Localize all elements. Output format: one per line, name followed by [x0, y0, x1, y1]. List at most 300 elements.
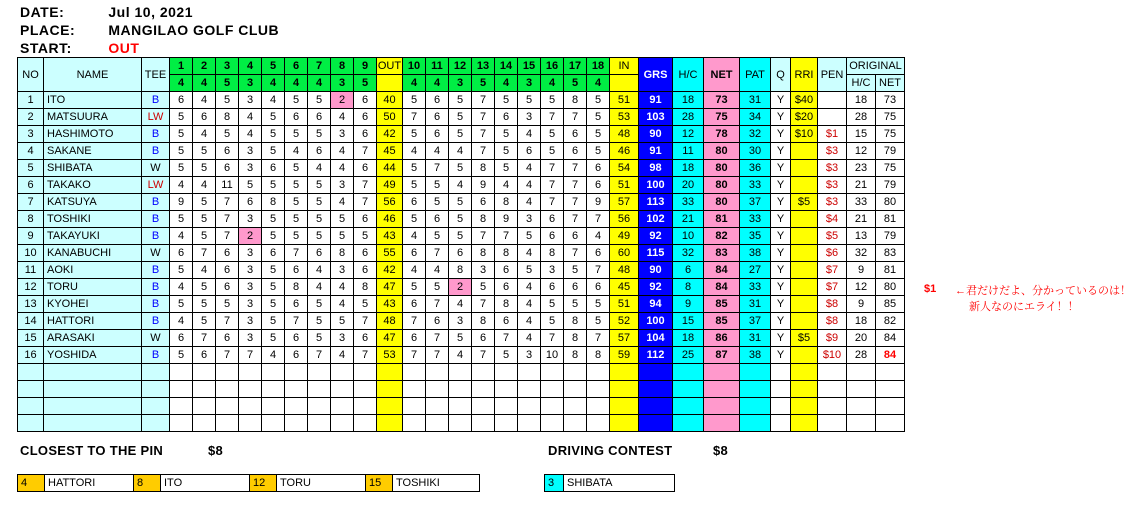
original-hc: 21 [847, 211, 876, 228]
hole-score: 5 [426, 228, 449, 245]
out-total: 40 [377, 92, 403, 109]
original-hc: 32 [847, 245, 876, 262]
hole-score: 5 [541, 92, 564, 109]
penalty: $5 [818, 228, 847, 245]
hole-score: 5 [285, 211, 308, 228]
rri-prize [791, 228, 818, 245]
place-row [20, 22, 279, 38]
qualified: Y [771, 143, 791, 160]
hole-score: 6 [495, 262, 518, 279]
player-no: 7 [18, 194, 44, 211]
par-cell: 4 [170, 75, 193, 92]
col-tee: TEE [142, 58, 170, 92]
out-total: 45 [377, 143, 403, 160]
qualified: Y [771, 194, 791, 211]
hole-score: 7 [587, 262, 610, 279]
hole-score: 6 [403, 296, 426, 313]
hole-score: 5 [403, 92, 426, 109]
table-row [18, 279, 905, 296]
hole-score: 5 [216, 126, 239, 143]
out-total: 46 [377, 211, 403, 228]
hole-score: 7 [564, 109, 587, 126]
hole-score: 10 [541, 347, 564, 364]
out-total: 49 [377, 177, 403, 194]
empty-cell [331, 398, 354, 415]
par-cell: 4 [541, 75, 564, 92]
putts: 33 [740, 211, 771, 228]
table-row [18, 245, 905, 262]
hole-score: 5 [308, 92, 331, 109]
hole-score: 6 [564, 143, 587, 160]
hole-score: 11 [216, 177, 239, 194]
hole-score: 7 [472, 126, 495, 143]
hole-score: 7 [285, 245, 308, 262]
hole-score: 6 [170, 330, 193, 347]
penalty: $1 [818, 126, 847, 143]
hole-score: 5 [239, 177, 262, 194]
net-score: 82 [704, 228, 740, 245]
hole-score: 6 [285, 330, 308, 347]
hole-score: 4 [403, 143, 426, 160]
player-tee: LW [142, 177, 170, 194]
player-name: HATTORI [44, 313, 142, 330]
gross-score: 91 [639, 143, 673, 160]
hole-score: 5 [518, 228, 541, 245]
out-total: 42 [377, 262, 403, 279]
empty-cell [495, 364, 518, 381]
par-cell: 4 [308, 75, 331, 92]
empty-cell [740, 381, 771, 398]
putts: 31 [740, 92, 771, 109]
putts: 27 [740, 262, 771, 279]
in-total: 49 [610, 228, 639, 245]
empty-cell [403, 415, 426, 432]
original-hc: 28 [847, 347, 876, 364]
hole-score: 5 [518, 262, 541, 279]
empty-cell [610, 364, 639, 381]
hole-score: 5 [449, 211, 472, 228]
original-net: 84 [876, 347, 905, 364]
hole-score: 3 [239, 160, 262, 177]
empty-cell [142, 415, 170, 432]
gross-score: 100 [639, 313, 673, 330]
original-net: 79 [876, 228, 905, 245]
empty-cell [44, 364, 142, 381]
hole-score: 7 [472, 228, 495, 245]
hole-score: 7 [541, 330, 564, 347]
hole-score: 5 [587, 109, 610, 126]
hole-score: 6 [354, 109, 377, 126]
hole-score: 6 [216, 279, 239, 296]
table-row [18, 228, 905, 245]
player-tee: B [142, 143, 170, 160]
empty-cell [142, 381, 170, 398]
hole-score: 5 [495, 347, 518, 364]
hole-score: 5 [472, 279, 495, 296]
hole-score: 3 [239, 279, 262, 296]
original-hc: 9 [847, 296, 876, 313]
hole-score: 5 [495, 143, 518, 160]
hole-score: 7 [472, 109, 495, 126]
hole-score: 3 [239, 143, 262, 160]
pin-hole: 8 [134, 475, 161, 492]
empty-cell [331, 364, 354, 381]
empty-cell [472, 415, 495, 432]
par-cell: 4 [193, 75, 216, 92]
gross-score: 103 [639, 109, 673, 126]
hole-score: 7 [285, 313, 308, 330]
net-score: 86 [704, 330, 740, 347]
hole-score: 4 [426, 262, 449, 279]
hole-score: 4 [308, 262, 331, 279]
table-row [18, 143, 905, 160]
hole-score: 5 [193, 194, 216, 211]
out-total: 56 [377, 194, 403, 211]
empty-cell [239, 415, 262, 432]
closest-to-pin-table [17, 474, 480, 492]
player-name: MATSUURA [44, 109, 142, 126]
col-hole: 5 [262, 58, 285, 75]
hole-score: 6 [193, 109, 216, 126]
empty-cell [541, 381, 564, 398]
empty-row [18, 398, 905, 415]
hole-score: 6 [216, 245, 239, 262]
handicap: 12 [673, 126, 704, 143]
gross-score: 90 [639, 262, 673, 279]
hole-score: 8 [495, 296, 518, 313]
player-name: AOKI [44, 262, 142, 279]
putts: 34 [740, 109, 771, 126]
date-label: DATE: [20, 4, 65, 20]
hole-score: 5 [308, 313, 331, 330]
hole-score: 4 [170, 177, 193, 194]
hole-score: 6 [170, 92, 193, 109]
hole-score: 6 [285, 347, 308, 364]
header-row [18, 58, 905, 75]
player-no: 11 [18, 262, 44, 279]
qualified: Y [771, 245, 791, 262]
hole-score: 8 [354, 279, 377, 296]
rri-prize [791, 160, 818, 177]
table-row [18, 347, 905, 364]
hole-score: 4 [170, 228, 193, 245]
empty-cell [142, 398, 170, 415]
empty-cell [673, 364, 704, 381]
hole-score: 5 [308, 330, 331, 347]
empty-cell [331, 415, 354, 432]
col-orig-net: NET [876, 75, 905, 92]
hole-score: 3 [331, 262, 354, 279]
hole-score: 5 [587, 92, 610, 109]
hole-score: 3 [518, 109, 541, 126]
hole-score: 6 [426, 313, 449, 330]
in-total: 52 [610, 313, 639, 330]
hole-score: 4 [331, 279, 354, 296]
comment-line-1: ←君だけだよ、分かっているのは！ [955, 285, 1131, 297]
player-no: 8 [18, 211, 44, 228]
scorecard-body [18, 58, 905, 432]
out-total: 55 [377, 245, 403, 262]
player-name: SAKANE [44, 143, 142, 160]
net-score: 78 [704, 126, 740, 143]
hole-score: 7 [426, 160, 449, 177]
original-hc: 9 [847, 262, 876, 279]
hole-score: 5 [285, 92, 308, 109]
in-total: 57 [610, 330, 639, 347]
hole-score: 7 [216, 228, 239, 245]
hole-score: 4 [449, 296, 472, 313]
hole-score: 4 [331, 160, 354, 177]
hole-score: 7 [403, 347, 426, 364]
place-value: MANGILAO GOLF CLUB [108, 22, 280, 38]
empty-cell [170, 381, 193, 398]
driving-contest-table [544, 474, 675, 492]
empty-cell [193, 398, 216, 415]
out-total: 44 [377, 160, 403, 177]
putts: 36 [740, 160, 771, 177]
hole-score: 5 [331, 313, 354, 330]
hole-score: 6 [193, 347, 216, 364]
empty-cell [704, 398, 740, 415]
hole-score: 5 [193, 211, 216, 228]
hole-score: 5 [426, 177, 449, 194]
hole-score: 7 [564, 160, 587, 177]
empty-cell [495, 381, 518, 398]
empty-cell [285, 381, 308, 398]
rri-prize: $10 [791, 126, 818, 143]
rri-prize [791, 313, 818, 330]
empty-cell [541, 398, 564, 415]
penalty: $3 [818, 194, 847, 211]
empty-cell [610, 415, 639, 432]
rri-prize [791, 347, 818, 364]
hole-score: 5 [495, 126, 518, 143]
empty-cell [472, 381, 495, 398]
net-score: 80 [704, 194, 740, 211]
out-total: 48 [377, 313, 403, 330]
handicap: 20 [673, 177, 704, 194]
empty-cell [170, 364, 193, 381]
col-hole: 17 [564, 58, 587, 75]
comment-line-2: 新人なのにエライ！！ [969, 301, 1079, 313]
gross-score: 115 [639, 245, 673, 262]
empty-cell [216, 398, 239, 415]
putts: 32 [740, 126, 771, 143]
empty-cell [818, 364, 847, 381]
hole-score: 6 [518, 143, 541, 160]
empty-cell [771, 364, 791, 381]
empty-cell [426, 398, 449, 415]
col-net: NET [704, 58, 740, 92]
hole-score: 8 [472, 211, 495, 228]
hole-score: 8 [564, 313, 587, 330]
hole-score: 6 [216, 143, 239, 160]
col-in: IN [610, 58, 639, 75]
hole-score: 7 [354, 143, 377, 160]
hole-score: 5 [449, 126, 472, 143]
hole-score: 5 [587, 296, 610, 313]
hole-score: 7 [564, 177, 587, 194]
closest-to-pin-row [18, 475, 480, 492]
in-total: 45 [610, 279, 639, 296]
hole-score: 4 [518, 330, 541, 347]
player-no: 3 [18, 126, 44, 143]
empty-cell [403, 398, 426, 415]
hole-score: 7 [354, 194, 377, 211]
empty-cell [818, 415, 847, 432]
hole-score: 5 [308, 211, 331, 228]
empty-cell [587, 364, 610, 381]
par-cell: 4 [285, 75, 308, 92]
hole-score: 3 [449, 313, 472, 330]
closest-to-pin-title [20, 443, 223, 458]
in-total: 51 [610, 296, 639, 313]
empty-cell [44, 398, 142, 415]
hole-score: 5 [262, 211, 285, 228]
putts: 37 [740, 313, 771, 330]
empty-cell [426, 364, 449, 381]
qualified: Y [771, 296, 791, 313]
hole-score: 6 [426, 211, 449, 228]
empty-cell [495, 398, 518, 415]
hole-score: 7 [216, 194, 239, 211]
hole-score: 6 [285, 109, 308, 126]
hole-score: 5 [495, 160, 518, 177]
hole-score: 4 [331, 143, 354, 160]
qualified: Y [771, 177, 791, 194]
hole-score: 5 [285, 126, 308, 143]
empty-cell [18, 415, 44, 432]
penalty [818, 109, 847, 126]
pin-winner: TOSHIKI [393, 475, 480, 492]
hole-score: 6 [354, 160, 377, 177]
empty-cell [610, 398, 639, 415]
table-row [18, 296, 905, 313]
hole-score: 4 [308, 279, 331, 296]
empty-cell [876, 398, 905, 415]
col-hole: 14 [495, 58, 518, 75]
hole-score: 7 [564, 194, 587, 211]
net-score: 73 [704, 92, 740, 109]
empty-cell [354, 398, 377, 415]
putts: 30 [740, 143, 771, 160]
hole-score: 5 [308, 177, 331, 194]
player-name: TOSHIKI [44, 211, 142, 228]
hole-score: 5 [403, 211, 426, 228]
hole-score: 4 [426, 143, 449, 160]
empty-cell [518, 415, 541, 432]
hole-score: 5 [308, 228, 331, 245]
out-total: 50 [377, 109, 403, 126]
col-hole: 15 [518, 58, 541, 75]
player-name: YOSHIDA [44, 347, 142, 364]
hole-score: 7 [403, 109, 426, 126]
in-total: 51 [610, 92, 639, 109]
empty-cell [818, 381, 847, 398]
hole-score: 8 [449, 262, 472, 279]
hole-score: 6 [426, 109, 449, 126]
col-hole: 4 [239, 58, 262, 75]
hole-score: 5 [403, 126, 426, 143]
empty-cell [791, 381, 818, 398]
hole-score: 8 [331, 245, 354, 262]
hole-score: 3 [472, 262, 495, 279]
table-row [18, 92, 905, 109]
hole-score: 8 [495, 194, 518, 211]
original-hc: 33 [847, 194, 876, 211]
empty-cell [791, 364, 818, 381]
hole-score: 6 [495, 279, 518, 296]
player-no: 16 [18, 347, 44, 364]
hole-score: 7 [354, 313, 377, 330]
player-tee: B [142, 313, 170, 330]
hole-score: 7 [354, 347, 377, 364]
pin-winner: TORU [277, 475, 366, 492]
gross-score: 91 [639, 92, 673, 109]
hole-score: 6 [403, 245, 426, 262]
original-hc: 28 [847, 109, 876, 126]
empty-cell [847, 415, 876, 432]
hole-score: 4 [587, 228, 610, 245]
pin-winner: ITO [161, 475, 250, 492]
handicap: 25 [673, 347, 704, 364]
empty-cell [541, 415, 564, 432]
empty-row [18, 364, 905, 381]
player-name: HASHIMOTO [44, 126, 142, 143]
player-name: KANABUCHI [44, 245, 142, 262]
player-name: TAKAKO [44, 177, 142, 194]
table-row [18, 330, 905, 347]
par-in-total [610, 75, 639, 92]
bonus-amount: $1 [924, 283, 937, 295]
par-cell: 4 [587, 75, 610, 92]
player-no: 9 [18, 228, 44, 245]
qualified: Y [771, 279, 791, 296]
hole-score: 7 [587, 211, 610, 228]
hole-score: 8 [587, 347, 610, 364]
empty-cell [704, 415, 740, 432]
player-tee: B [142, 228, 170, 245]
in-total: 56 [610, 211, 639, 228]
empty-cell [354, 415, 377, 432]
hole-score: 7 [426, 330, 449, 347]
hole-score: 5 [285, 160, 308, 177]
empty-cell [239, 398, 262, 415]
empty-cell [285, 398, 308, 415]
hole-score: 6 [449, 245, 472, 262]
original-net: 80 [876, 194, 905, 211]
hole-score: 5 [170, 109, 193, 126]
hole-score: 4 [331, 109, 354, 126]
hole-score: 4 [308, 160, 331, 177]
empty-cell [331, 381, 354, 398]
hole-score: 6 [587, 279, 610, 296]
hole-score: 5 [262, 143, 285, 160]
penalty: $7 [818, 262, 847, 279]
hole-score: 7 [216, 313, 239, 330]
handicap: 10 [673, 228, 704, 245]
penalty: $3 [818, 177, 847, 194]
empty-cell [18, 364, 44, 381]
hole-score: 3 [331, 177, 354, 194]
hole-score: 4 [449, 347, 472, 364]
net-score: 83 [704, 245, 740, 262]
net-score: 84 [704, 279, 740, 296]
hole-score: 5 [170, 160, 193, 177]
hole-score: 9 [587, 194, 610, 211]
player-no: 15 [18, 330, 44, 347]
player-name: KATSUYA [44, 194, 142, 211]
